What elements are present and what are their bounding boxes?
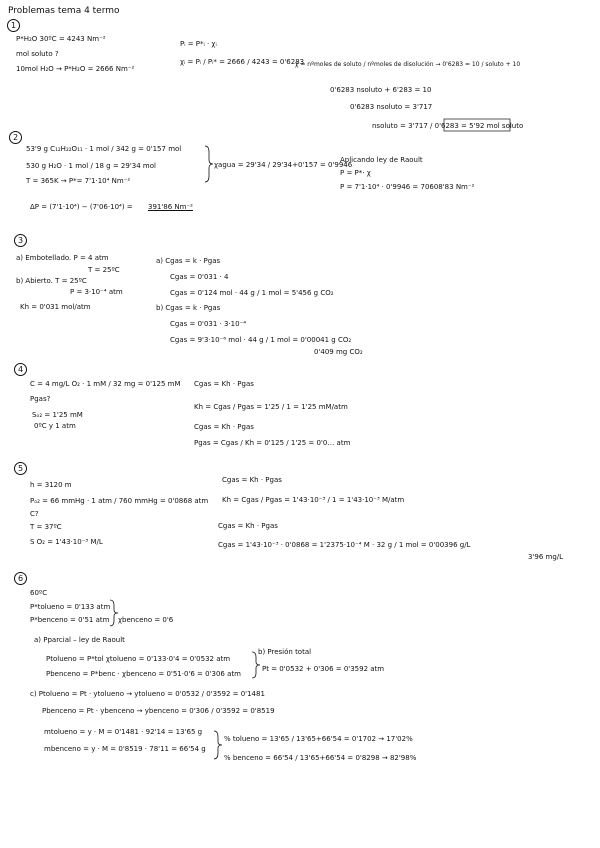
p5-line-a: h = 3120 m bbox=[30, 481, 72, 489]
p3-line-f: a) Cgas = k · Pgas bbox=[156, 257, 221, 265]
p6-line-h: b) Presión total bbox=[258, 648, 312, 656]
p2-line-c: T = 365K → P*= 7'1·10⁴ Nm⁻² bbox=[26, 177, 131, 185]
p5-line-g: Kh = Cgas / Pgas = 1'43·10⁻³ / 1 = 1'43·10⁻³ M/atm bbox=[222, 496, 405, 504]
p5-line-e: S O₂ = 1'43·10⁻³ M/L bbox=[30, 538, 103, 546]
p5-line-f: Cgas = Kh · Pgas bbox=[222, 476, 282, 484]
p4-line-a: C = 4 mg/L O₂ · 1 mM / 32 mg = 0'125 mM bbox=[30, 380, 181, 388]
p4-line-h: Pgas = Cgas / Kh = 0'125 / 1'25 = 0'0… atm bbox=[194, 439, 351, 447]
p2-result: 391'86 Nm⁻² bbox=[148, 203, 193, 211]
p3-line-d: P = 3·10⁻⁴ atm bbox=[70, 288, 123, 296]
p6-line-j: c) Ptolueno = Pt · ytolueno → ytolueno = 0'0532 / 0'3592 = 0'1481 bbox=[30, 690, 265, 698]
p4-line-e: Cgas = Kh · Pgas bbox=[194, 380, 254, 388]
p4-line-g: Cgas = Kh · Pgas bbox=[194, 423, 254, 431]
p3-line-k: Cgas = 9'3·10⁻⁶ mol · 44 g / 1 mol = 0'00041 g CO₂ bbox=[170, 336, 352, 344]
problem-number-4: 4 bbox=[14, 363, 27, 376]
p3-line-j: Cgas = 0'031 · 3·10⁻⁴ bbox=[170, 320, 247, 328]
p1-line-b: mol soluto ? bbox=[16, 50, 59, 58]
page-title: Problemas tema 4 termo bbox=[8, 6, 120, 16]
p6-line-d: χbenceno = 0'6 bbox=[118, 616, 174, 624]
problem-number-5: 5 bbox=[14, 462, 27, 475]
p6-line-m: mbenceno = y · M = 0'8519 · 78'11 = 66'54 g bbox=[44, 745, 206, 753]
p6-line-b: P*tolueno = 0'133 atm bbox=[30, 603, 111, 611]
p6-line-i: Pt = 0'0532 + 0'306 = 0'3592 atm bbox=[262, 665, 385, 673]
p2-line-h: ΔP = (7'1·10⁴) − (7'06·10⁴) = bbox=[30, 203, 133, 211]
problem-number-1: 1 bbox=[7, 19, 20, 32]
p4-line-f: Kh = Cgas / Pgas = 1'25 / 1 = 1'25 mM/atm bbox=[194, 403, 348, 411]
p4-line-c: Sₒ₂ = 1'25 mM bbox=[32, 411, 83, 419]
p6-line-f: Ptolueno = P*tol χtolueno = 0'133·0'4 = 0'0532 atm bbox=[46, 655, 231, 663]
p5-line-b: Pₒ₂ = 66 mmHg · 1 atm / 760 mmHg = 0'0868 atm bbox=[30, 497, 209, 505]
p1-line-i: nsoluto = 3'717 / 0'6283 = 5'92 mol soluto bbox=[372, 122, 524, 130]
p6-line-k: Pbenceno = Pt · ybenceno → ybenceno = 0'306 / 0'3592 = 0'8519 bbox=[42, 707, 275, 715]
problem-number-3: 3 bbox=[14, 234, 27, 247]
p6-line-a: 60ºC bbox=[30, 589, 48, 597]
p3-line-a: a) Embotellado. P = 4 atm bbox=[16, 254, 109, 262]
p5-line-d: T = 37ºC bbox=[30, 523, 62, 531]
problem-number-2: 2 bbox=[9, 131, 22, 144]
p1-line-h: 0'6283 nsoluto = 3'717 bbox=[350, 103, 433, 111]
p1-line-f: χ = nºmoles de soluto / nºmoles de disolución → 0'6283 = 10 / soluto + 10 bbox=[295, 61, 521, 68]
p2-line-g: P = 7'1·10⁴ · 0'9946 = 70608'83 Nm⁻² bbox=[340, 183, 475, 191]
p2-line-d: χagua = 29'34 / 29'34+0'157 = 0'9946 bbox=[214, 161, 353, 169]
p6-line-n: % tolueno = 13'65 / 13'65+66'54 = 0'1702 → 17'02% bbox=[224, 735, 413, 743]
p1-line-g: 0'6283 nsoluto + 6'283 = 10 bbox=[330, 86, 432, 94]
p6-line-l: mtolueno = y · M = 0'1481 · 92'14 = 13'65 g bbox=[44, 728, 203, 736]
p2-line-b: 530 g H₂O · 1 mol / 18 g = 29'34 mol bbox=[26, 162, 156, 170]
p3-line-c: b) Abierto. T = 25ºC bbox=[16, 277, 87, 285]
p5-line-h: Cgas = Kh · Pgas bbox=[218, 522, 278, 530]
p4-line-d: 0ºC y 1 atm bbox=[34, 422, 76, 430]
p4-line-b: Pgas? bbox=[30, 395, 51, 403]
p3-line-g: Cgas = 0'031 · 4 bbox=[170, 273, 229, 281]
p5-line-c: C? bbox=[30, 510, 39, 518]
p1-line-d: Pᵢ = P*ᵢ · χᵢ bbox=[180, 40, 217, 48]
p5-line-i: Cgas = 1'43·10⁻³ · 0'0868 = 1'2375·10⁻⁴ M · 32 g / 1 mol = 0'00396 g/L bbox=[218, 541, 471, 549]
p2-line-a: 53'9 g C₁₂H₂₂O₁₁ · 1 mol / 342 g = 0'157 mol bbox=[26, 145, 182, 153]
p3-line-i: b) Cgas = k · Pgas bbox=[156, 304, 221, 312]
p3-line-e: Kh = 0'031 mol/atm bbox=[20, 303, 91, 311]
p3-line-b: T = 25ºC bbox=[88, 266, 120, 274]
p1-line-e: χᵢ = Pᵢ / Pᵢ* = 2666 / 4243 = 0'6283 bbox=[180, 58, 305, 66]
p2-line-e: Aplicando ley de Raoult bbox=[340, 156, 423, 164]
p6-line-g: Pbenceno = P*benc · χbenceno = 0'51·0'6 = 0'306 atm bbox=[46, 670, 241, 678]
p3-line-h: Cgas = 0'124 mol · 44 g / 1 mol = 5'456 g CO₂ bbox=[170, 289, 334, 297]
problem-number-6: 6 bbox=[14, 572, 27, 585]
p6-line-e: a) Pparcial – ley de Raoult bbox=[34, 636, 125, 644]
p1-line-c: 10mol H₂O → P*H₂O = 2666 Nm⁻² bbox=[16, 65, 135, 73]
p1-line-a: P*H₂O 30ºC = 4243 Nm⁻² bbox=[16, 35, 106, 43]
p3-line-l: 0'409 mg CO₂ bbox=[314, 348, 363, 356]
p2-line-f: P = P*· χ bbox=[340, 169, 371, 177]
p6-line-o: % benceno = 66'54 / 13'65+66'54 = 0'8298 → 82'98% bbox=[224, 754, 417, 762]
p5-line-j: 3'96 mg/L bbox=[528, 553, 564, 561]
p6-line-c: P*benceno = 0'51 atm bbox=[30, 616, 110, 624]
